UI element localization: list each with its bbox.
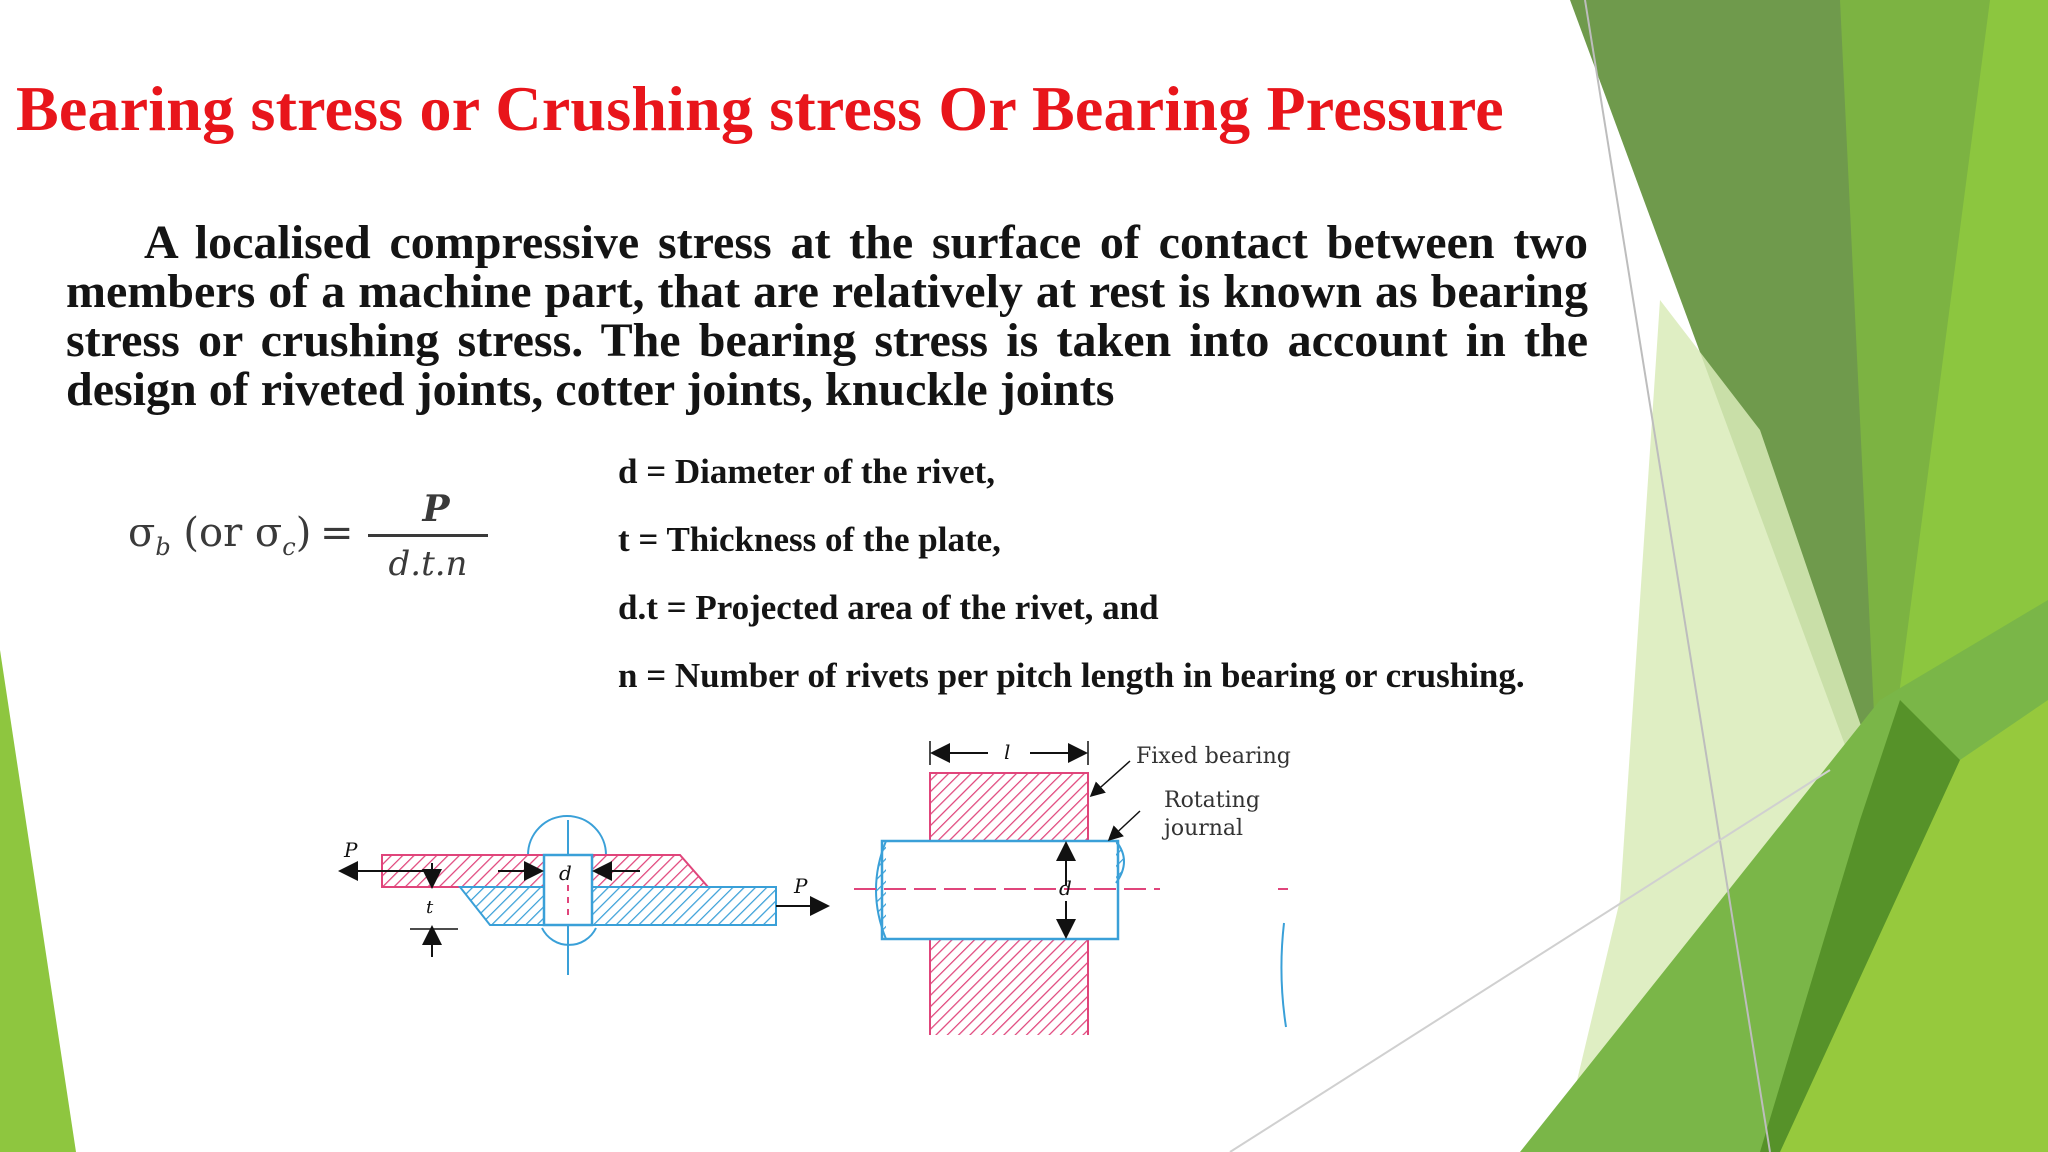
stray-blue-curve bbox=[1281, 923, 1286, 1027]
formula-sigma: σ bbox=[128, 510, 156, 556]
leader-fixed-bearing bbox=[1092, 761, 1130, 795]
formula-sub-b: b bbox=[155, 533, 171, 561]
formula-sub-c: c bbox=[282, 533, 296, 561]
formula-fraction-bar bbox=[368, 534, 488, 537]
leader-rotating-journal bbox=[1110, 811, 1140, 839]
definition-dt: d.t = Projected area of the rivet, and bbox=[618, 588, 1159, 627]
label-l: l bbox=[1004, 740, 1011, 764]
journal-bearing-figure bbox=[854, 740, 1291, 1035]
definition-d: d = Diameter of the rivet, bbox=[618, 452, 995, 491]
definition-t: t = Thickness of the plate, bbox=[618, 520, 1001, 559]
label-p-right: P bbox=[794, 874, 808, 898]
formula-lhs bbox=[128, 510, 311, 561]
formula-denominator: d.t.n bbox=[388, 544, 468, 584]
riveted-joint-figure bbox=[342, 816, 826, 975]
formula-or-sigma: (or σ bbox=[170, 510, 283, 556]
label-t: t bbox=[426, 897, 434, 918]
formula-numerator: P bbox=[422, 488, 450, 530]
label-fixed-bearing: Fixed bearing bbox=[1136, 744, 1291, 769]
label-d-rivet: d bbox=[559, 861, 572, 885]
formula-equals: = bbox=[320, 510, 354, 556]
definition-paragraph: A localised compressive stress at the surface of contact between two members of a machine part, that are relatively at rest is known as bearing stress or crushing stress. The bearing stress is taken into account in the design of riveted joints, cotter joints, knuckle joints bbox=[66, 216, 1588, 416]
left-green-sliver bbox=[0, 650, 76, 1152]
definition-n: n = Number of rivets per pitch length in bearing or crushing. bbox=[618, 656, 1525, 695]
journal-right-end bbox=[1116, 841, 1124, 883]
formula-close-paren: ) bbox=[295, 510, 312, 556]
symbol-definitions bbox=[618, 448, 1525, 720]
label-p-left: P bbox=[344, 838, 358, 862]
label-rotating: Rotating bbox=[1164, 788, 1260, 813]
label-journal-d: d bbox=[1059, 876, 1072, 900]
bearing-stress-formula bbox=[128, 488, 468, 608]
lower-plate bbox=[460, 887, 776, 925]
rivet-diagrams bbox=[330, 735, 1310, 1035]
slide-title: Bearing stress or Crushing stress Or Bearing Pressure bbox=[16, 73, 1504, 144]
label-journal: journal bbox=[1164, 816, 1244, 841]
